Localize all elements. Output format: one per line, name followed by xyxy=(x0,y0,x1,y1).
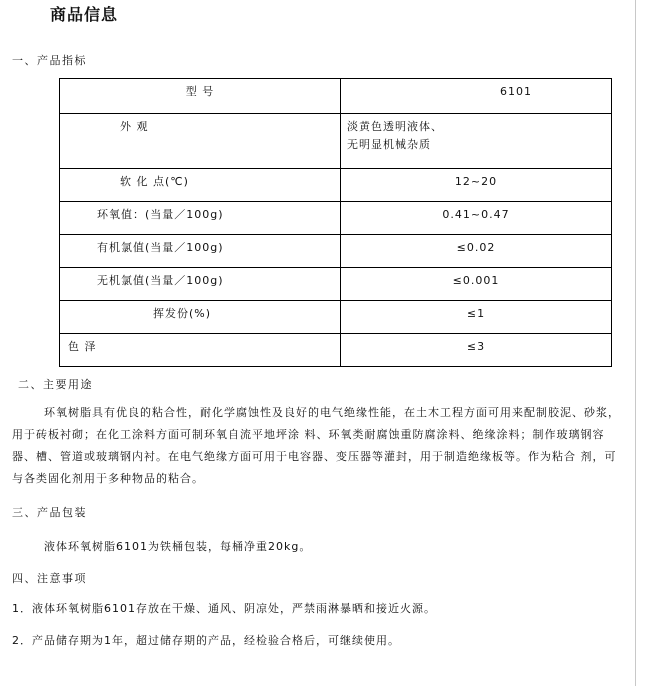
table-row xyxy=(60,169,612,202)
note-item-2: 2．产品储存期为1年，超过储存期的产品，经检验合格后，可继续使用。 xyxy=(12,634,400,647)
spec-value-appearance xyxy=(341,114,612,169)
table-row xyxy=(60,235,612,268)
section-heading-packaging: 三、产品包装 xyxy=(12,506,87,519)
spec-label-color: 色 泽 xyxy=(60,334,341,367)
note-item-1: 1．液体环氧树脂6101存放在干燥、通风、阴凉处，严禁雨淋暴晒和接近火源。 xyxy=(12,602,436,615)
spec-label-softening-point: 软 化 点(℃) xyxy=(60,169,341,202)
spec-value-color: ≤3 xyxy=(341,334,612,367)
spec-label-volatiles: 挥发份(%) xyxy=(60,301,341,334)
table-row xyxy=(60,301,612,334)
table-row xyxy=(60,79,612,114)
uses-paragraph: 环氧树脂具有优良的粘合性，耐化学腐蚀性及良好的电气绝缘性能，在土木工程方面可用来配制胶泥、砂浆，用于砖板衬砌；在化工涂料方面可制环氧自流平地坪涂 料、环氧类耐腐蚀重防腐涂料、绝缘涂料；制作玻璃钢容器、槽、管道或玻璃钢内衬。在电气绝缘方面可用于电容器、变压器等灌封，用于制造绝缘板等。作为粘合 剂，可与各类固化剂用于多种物品的粘合。 xyxy=(12,406,620,485)
spec-label-epoxy-value: 环氧值：(当量／100g) xyxy=(60,202,341,235)
spec-value-appearance-line-1: 淡黄色透明液体、 xyxy=(347,120,443,133)
table-row xyxy=(60,114,612,169)
table-row xyxy=(60,268,612,301)
section-heading-notes: 四、注意事项 xyxy=(12,572,87,585)
spec-value-organic-chlorine: ≤0.02 xyxy=(341,235,612,268)
spec-value-inorganic-chlorine: ≤0.001 xyxy=(341,268,612,301)
spec-label-model: 型 号 xyxy=(60,79,341,114)
spec-value-epoxy-value: 0.41~0.47 xyxy=(341,202,612,235)
spec-label-organic-chlorine: 有机氯值(当量／100g) xyxy=(60,235,341,268)
spec-label-appearance: 外 观 xyxy=(60,114,341,169)
page-title: 商品信息 xyxy=(50,5,119,24)
spec-table xyxy=(59,78,612,367)
spec-value-volatiles: ≤1 xyxy=(341,301,612,334)
table-row xyxy=(60,334,612,367)
spec-label-inorganic-chlorine: 无机氯值(当量／100g) xyxy=(60,268,341,301)
spec-value-softening-point: 12~20 xyxy=(341,169,612,202)
table-row xyxy=(60,202,612,235)
spec-value-appearance-line-2: 无明显机械杂质 xyxy=(347,138,431,151)
page-edge-rule xyxy=(635,0,636,686)
spec-value-model: 6101 xyxy=(341,79,612,114)
section-heading-uses: 二、主要用途 xyxy=(18,378,93,391)
section-heading-indicators: 一、产品指标 xyxy=(12,54,87,67)
packaging-text: 液体环氧树脂6101为铁桶包装，每桶净重20kg。 xyxy=(44,540,312,553)
